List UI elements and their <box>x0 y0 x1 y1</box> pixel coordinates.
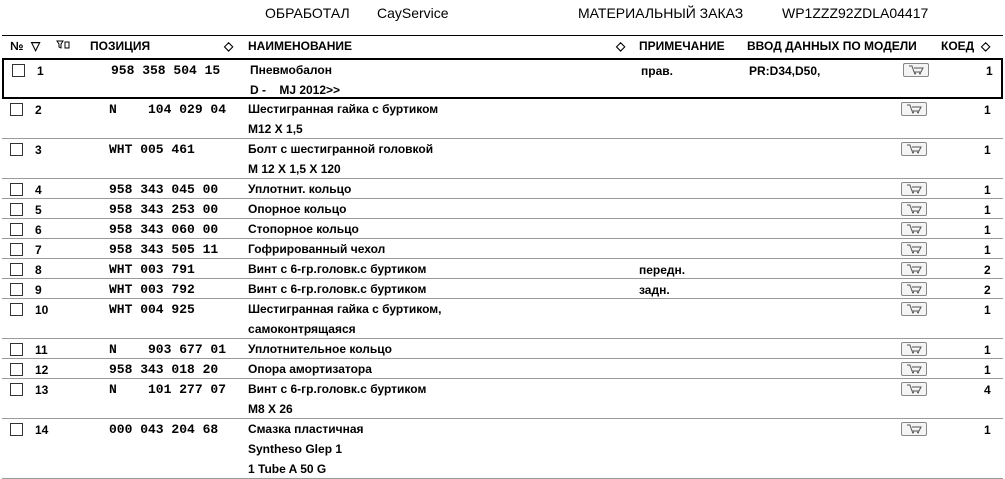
table-row[interactable] <box>2 419 1003 479</box>
part-number: 000 043 204 68 <box>109 422 219 437</box>
row-checkbox[interactable] <box>10 223 23 236</box>
quantity: 2 <box>984 263 991 277</box>
cart-icon <box>906 284 922 294</box>
add-to-cart-button[interactable] <box>901 342 927 356</box>
quantity: 1 <box>984 223 991 237</box>
part-number: 958 343 018 20 <box>109 362 219 377</box>
add-to-cart-button[interactable] <box>901 422 927 436</box>
table-row[interactable] <box>2 59 1003 99</box>
sort-down-icon[interactable]: ▽ <box>31 39 41 53</box>
row-number: 1 <box>37 64 44 78</box>
quantity: 1 <box>984 143 991 157</box>
cart-icon <box>906 344 922 354</box>
cart-icon <box>906 384 922 394</box>
quantity: 1 <box>984 303 991 317</box>
part-number: WHT 004 925 <box>109 302 195 317</box>
row-number: 6 <box>35 223 42 237</box>
part-name: Опора амортизатора <box>248 362 372 376</box>
quantity: 1 <box>986 64 993 78</box>
part-name: Шестигранная гайка с буртиком, самоконтрящаяся <box>248 302 442 336</box>
quantity: 4 <box>984 383 991 397</box>
cart-icon <box>906 204 922 214</box>
part-note: передн. <box>639 263 686 277</box>
row-checkbox[interactable] <box>10 363 23 376</box>
add-to-cart-button[interactable] <box>901 242 927 256</box>
order-label: МАТЕРИАЛЬНЫЙ ЗАКАЗ <box>578 5 744 21</box>
part-name: Винт с 6-гр.головк.с буртиком <box>248 282 427 296</box>
diamond-sort-icon[interactable]: ◇ <box>981 39 991 53</box>
table-row[interactable] <box>2 299 1003 339</box>
part-number: 958 343 045 00 <box>109 182 219 197</box>
row-checkbox[interactable] <box>10 103 23 116</box>
part-number: N 101 277 07 <box>109 382 227 397</box>
part-number: WHT 003 791 <box>109 262 195 277</box>
row-number: 5 <box>35 203 42 217</box>
part-note: прав. <box>641 64 673 78</box>
part-number: N 903 677 01 <box>109 342 227 357</box>
row-number: 8 <box>35 263 42 277</box>
part-number: N 104 029 04 <box>109 102 227 117</box>
quantity: 1 <box>984 203 991 217</box>
order-number: WP1ZZZ92ZDLA04417 <box>782 5 929 21</box>
cart-icon <box>906 424 922 434</box>
order-info-bar <box>0 0 1005 28</box>
part-name: Винт с 6-гр.головк.с буртиком <box>248 262 427 276</box>
cart-icon <box>908 65 924 75</box>
quantity: 1 <box>984 243 991 257</box>
add-to-cart-button[interactable] <box>901 382 927 396</box>
filter-icon[interactable] <box>56 39 70 53</box>
cart-icon <box>906 364 922 374</box>
row-number: 4 <box>35 183 42 197</box>
row-checkbox[interactable] <box>10 423 23 436</box>
cart-icon <box>906 144 922 154</box>
quantity: 2 <box>984 283 991 297</box>
column-note[interactable]: ПРИМЕЧАНИЕ <box>639 39 725 53</box>
part-name: Стопорное кольцо <box>248 222 359 236</box>
table-row[interactable] <box>2 379 1003 419</box>
diamond-sort-icon[interactable]: ◇ <box>224 39 234 53</box>
add-to-cart-button[interactable] <box>901 102 927 116</box>
table-row[interactable] <box>2 139 1003 179</box>
part-number: 958 343 253 00 <box>109 202 219 217</box>
part-number: 958 358 504 15 <box>111 63 221 78</box>
row-number: 9 <box>35 283 42 297</box>
table-header <box>2 35 1003 60</box>
row-checkbox[interactable] <box>10 383 23 396</box>
cart-icon <box>906 104 922 114</box>
row-number: 2 <box>35 103 42 117</box>
part-name: Уплотнительное кольцо <box>248 342 392 356</box>
add-to-cart-button[interactable] <box>901 142 927 156</box>
row-checkbox[interactable] <box>10 283 23 296</box>
part-name: Пневмобалон D - MJ 2012>> <box>250 63 341 97</box>
add-to-cart-button[interactable] <box>901 282 927 296</box>
part-number: 958 343 505 11 <box>109 242 219 257</box>
cart-icon <box>906 244 922 254</box>
add-to-cart-button[interactable] <box>901 302 927 316</box>
add-to-cart-button[interactable] <box>901 202 927 216</box>
add-to-cart-button[interactable] <box>901 222 927 236</box>
table-row[interactable] <box>2 359 1003 379</box>
cart-icon <box>906 184 922 194</box>
table-row[interactable] <box>2 339 1003 359</box>
table-row[interactable] <box>2 199 1003 219</box>
row-checkbox[interactable] <box>10 303 23 316</box>
row-checkbox[interactable] <box>12 64 25 77</box>
column-name[interactable]: НАИМЕНОВАНИЕ <box>248 39 352 53</box>
row-checkbox[interactable] <box>10 263 23 276</box>
part-name: Болт с шестигранной головкой M 12 X 1,5 X 120 <box>248 142 434 176</box>
model-data: PR:D34,D50, <box>749 64 821 78</box>
column-model[interactable]: ВВОД ДАННЫХ ПО МОДЕЛИ <box>747 39 917 53</box>
table-row[interactable] <box>2 239 1003 259</box>
part-name: Шестигранная гайка с буртиком M12 X 1,5 <box>248 102 439 136</box>
table-row[interactable] <box>2 179 1003 199</box>
quantity: 1 <box>984 363 991 377</box>
row-checkbox[interactable] <box>10 143 23 156</box>
cart-icon <box>906 304 922 314</box>
part-name: Гофрированный чехол <box>248 242 386 256</box>
quantity: 1 <box>984 103 991 117</box>
table-row[interactable] <box>2 279 1003 299</box>
add-to-cart-button[interactable] <box>901 362 927 376</box>
add-to-cart-button[interactable] <box>903 63 929 77</box>
row-number: 13 <box>35 383 49 397</box>
table-row[interactable] <box>2 99 1003 139</box>
column-position[interactable]: ПОЗИЦИЯ <box>90 39 151 53</box>
part-number: WHT 005 461 <box>109 142 195 157</box>
add-to-cart-button[interactable] <box>901 182 927 196</box>
row-checkbox[interactable] <box>10 243 23 256</box>
column-num[interactable]: № <box>10 39 24 53</box>
part-number: WHT 003 792 <box>109 282 195 297</box>
quantity: 1 <box>984 343 991 357</box>
add-to-cart-button[interactable] <box>901 262 927 276</box>
row-number: 7 <box>35 243 42 257</box>
table-row[interactable] <box>2 219 1003 239</box>
row-number: 14 <box>35 423 49 437</box>
row-number: 10 <box>35 303 49 317</box>
part-name: Смазка пластичная Syntheso Glep 1 1 Tube A 50 G <box>248 422 364 476</box>
part-note: задн. <box>639 283 670 297</box>
row-number: 3 <box>35 143 42 157</box>
processed-label: ОБРАБОТАЛ <box>265 5 350 21</box>
processed-value: CayService <box>377 5 449 21</box>
cart-icon <box>906 264 922 274</box>
row-number: 12 <box>35 363 49 377</box>
row-number: 11 <box>35 343 48 357</box>
row-checkbox[interactable] <box>10 183 23 196</box>
part-number: 958 343 060 00 <box>109 222 219 237</box>
diamond-sort-icon[interactable]: ◇ <box>616 39 626 53</box>
cart-icon <box>906 224 922 234</box>
row-checkbox[interactable] <box>10 203 23 216</box>
table-row[interactable] <box>2 259 1003 279</box>
column-qty[interactable]: КОЕД <box>941 39 975 53</box>
quantity: 1 <box>984 183 991 197</box>
part-name: Винт с 6-гр.головк.с буртиком M8 X 26 <box>248 382 427 416</box>
part-name: Опорное кольцо <box>248 202 347 216</box>
part-name: Уплотнит. кольцо <box>248 182 352 196</box>
row-checkbox[interactable] <box>10 343 23 356</box>
quantity: 1 <box>984 423 991 437</box>
